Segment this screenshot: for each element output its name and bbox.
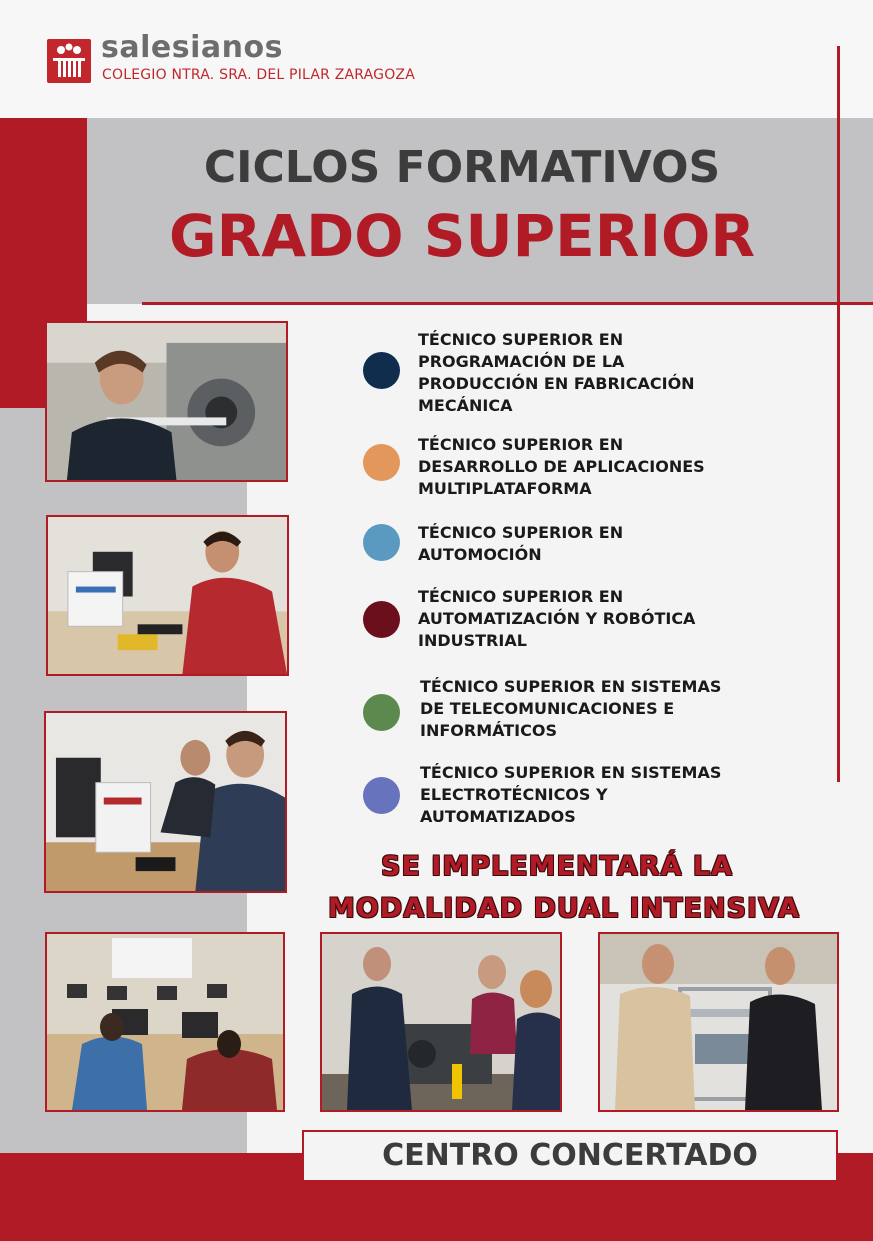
- salesianos-logo-icon: [47, 39, 91, 83]
- heading-ciclos: CICLOS FORMATIVOS: [203, 142, 721, 193]
- bullet-dot: [363, 444, 400, 481]
- course-line: PRODUCCIÓN EN FABRICACIÓN: [418, 374, 695, 393]
- course-line: TÉCNICO SUPERIOR EN: [418, 435, 624, 454]
- course-label: [418, 434, 705, 500]
- course-label: [418, 522, 623, 566]
- bullet-dot: [363, 352, 400, 389]
- photo-automation-cell: [598, 932, 839, 1112]
- bullet-dot: [363, 777, 400, 814]
- footer-label: CENTRO CONCERTADO: [382, 1138, 758, 1173]
- photo-electronics-lab: [46, 515, 289, 676]
- course-line: DESARROLLO DE APLICACIONES: [418, 457, 705, 476]
- course-line: DE TELECOMUNICACIONES E: [420, 699, 675, 718]
- heading-grado: GRADO SUPERIOR: [168, 202, 755, 270]
- course-line: AUTOMOCIÓN: [418, 545, 542, 564]
- course-line: INFORMÁTICOS: [420, 721, 557, 740]
- course-line: TÉCNICO SUPERIOR EN: [418, 330, 624, 349]
- course-line: MULTIPLATAFORMA: [418, 479, 592, 498]
- course-label: [420, 762, 721, 828]
- photo-automotive-engine: [320, 932, 562, 1112]
- course-line: TÉCNICO SUPERIOR EN SISTEMAS: [420, 677, 722, 696]
- horizontal-divider: [142, 302, 873, 305]
- course-label: [418, 586, 695, 652]
- course-line: ELECTROTÉCNICOS Y: [420, 785, 608, 804]
- brand-subtitle: COLEGIO NTRA. SRA. DEL PILAR ZARAGOZA: [102, 67, 416, 83]
- dual-announcement-line2: MODALIDAD DUAL INTENSIVA: [327, 893, 801, 924]
- course-label: [420, 676, 721, 742]
- photo-lathe-student: [45, 321, 288, 482]
- course-line: AUTOMATIZACIÓN Y ROBÓTICA: [418, 609, 696, 628]
- course-line: TÉCNICO SUPERIOR EN: [418, 587, 624, 606]
- vertical-divider: [837, 46, 840, 782]
- bullet-dot: [363, 524, 400, 561]
- course-line: MECÁNICA: [418, 396, 513, 415]
- course-line: PROGRAMACIÓN DE LA: [418, 352, 625, 371]
- course-line: TÉCNICO SUPERIOR EN: [418, 523, 624, 542]
- course-line: TÉCNICO SUPERIOR EN SISTEMAS: [420, 763, 722, 782]
- bullet-dot: [363, 694, 400, 731]
- bullet-dot: [363, 601, 400, 638]
- footer-badge: [302, 1130, 838, 1182]
- course-line: AUTOMATIZADOS: [420, 807, 576, 826]
- course-label: [418, 329, 695, 417]
- photo-classroom: [45, 932, 285, 1112]
- course-line: INDUSTRIAL: [418, 631, 527, 650]
- brand-name: salesianos: [101, 30, 283, 65]
- dual-announcement-line1: SE IMPLEMENTARÁ LA: [381, 851, 733, 882]
